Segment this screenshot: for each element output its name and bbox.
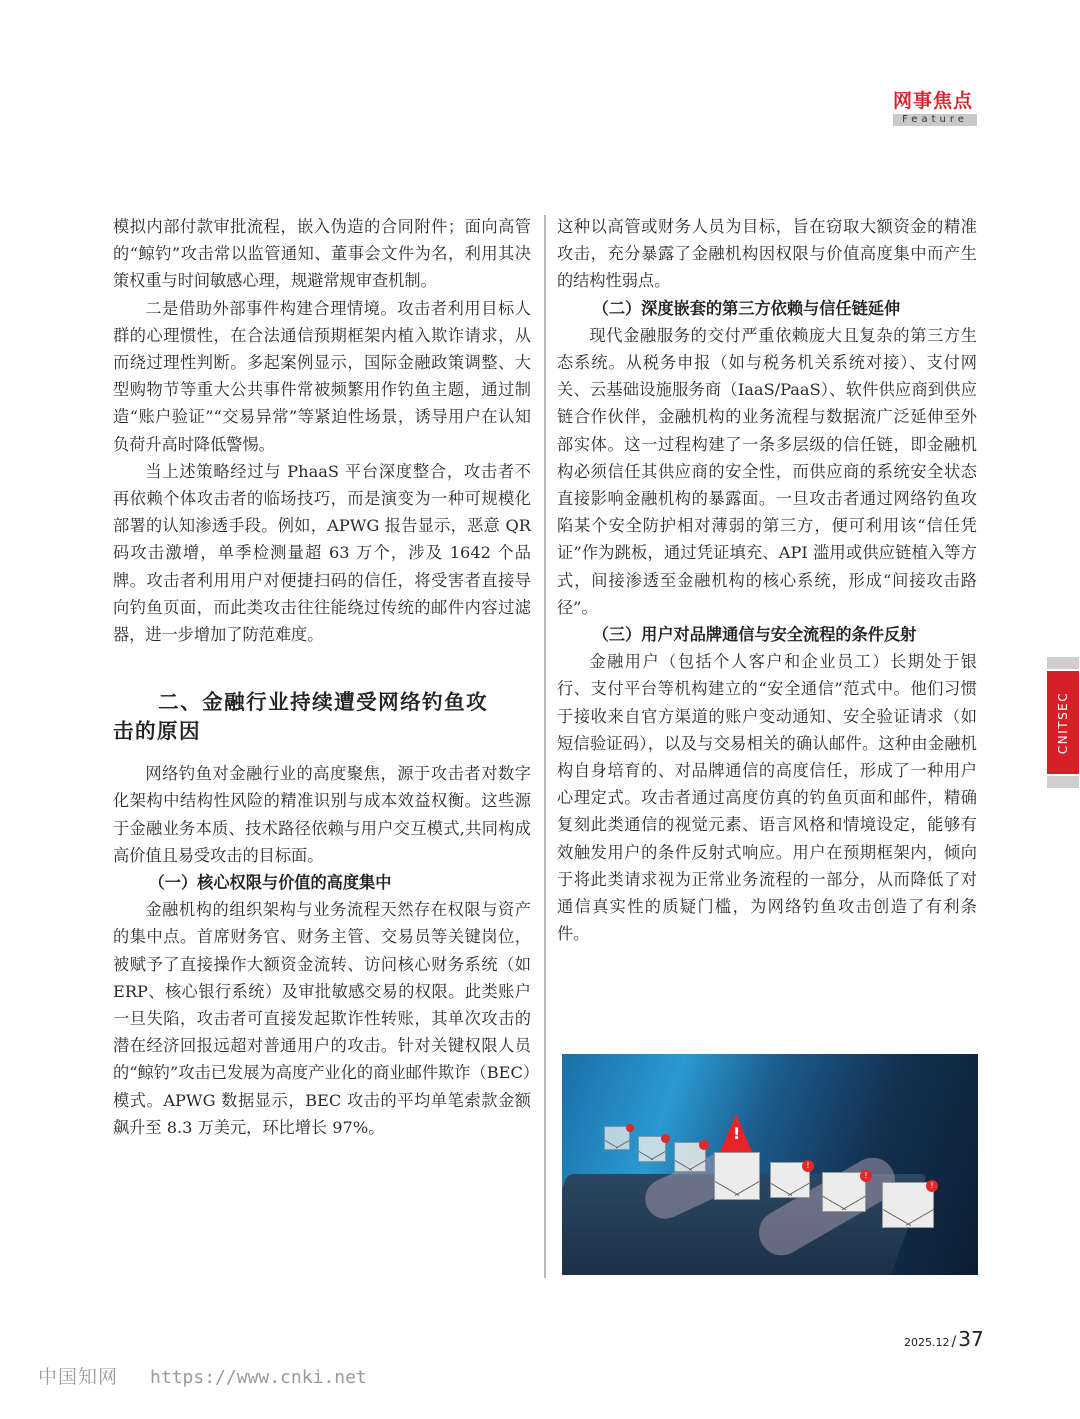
warning-triangle-icon: ! bbox=[720, 1114, 752, 1152]
paragraph: 网络钓鱼对金融行业的高度聚焦，源于攻击者对数字化架构中结构性风险的精准识别与成本效益权衡。这些源于金融业务本质、技术路径依赖与用户交互模式,共同构成高价值且易受攻击的目标面。 bbox=[113, 764, 531, 865]
side-tab bbox=[1047, 657, 1079, 788]
alert-icon: ! bbox=[860, 1170, 872, 1182]
watermark bbox=[38, 1362, 367, 1389]
left-column bbox=[113, 213, 531, 1141]
phishing-email-illustration bbox=[562, 1054, 978, 1275]
subsection-heading: （三）用户对品牌通信与安全流程的条件反射 bbox=[592, 625, 917, 645]
paragraph: 现代金融服务的交付严重依赖庞大且复杂的第三方生态系统。从税务申报（如与税务机关系统对接）、支付网关、云基础设施服务商（IaaS/PaaS）、软件供应商到供应链合作伙伴，金融机构的业务流程与数据流广泛延伸至外部实体。这一过程构建了一条多层级的信任链，即金融机构必须信任其供应商的安全性，而供应商的系统安全状态直接影响金融机构的暴露面。一旦攻击者通过网络钓鱼攻陷某个安全防护相对薄弱的第三方，便可利用该“信任凭证”作为跳板，通过凭证填充、API 滥用或供应链植入等方式，间接渗透至金融机构的核心系统，形成“间接攻击路径”。 bbox=[557, 325, 977, 617]
section-heading-line: 二、金融行业持续遭受网络钓鱼攻 bbox=[158, 690, 489, 715]
right-column bbox=[557, 213, 977, 947]
alert-icon bbox=[699, 1140, 709, 1150]
side-tab-gray-top bbox=[1047, 657, 1079, 669]
paragraph: 二是借助外部事件构建合理情境。攻击者利用目标人群的心理惯性，在合法通信预期框架内植入欺诈请求，从而绕过理性判断。多起案例显示，国际金融政策调整、大型购物节等重大公共事件常被频繁用作钓鱼主题，通过制造“账户验证”“交易异常”等紧迫性场景，诱导用户在认知负荷升高时降低警惕。 bbox=[113, 298, 531, 454]
section-subtitle: Feature bbox=[893, 114, 977, 126]
side-tab-gray-bottom bbox=[1047, 776, 1079, 788]
subsection-heading: （一）核心权限与价值的高度集中 bbox=[148, 873, 392, 893]
folio-separator: / bbox=[951, 1334, 957, 1350]
subsection-heading: （二）深度嵌套的第三方依赖与信任链延伸 bbox=[592, 298, 901, 318]
paragraph: 模拟内部付款审批流程，嵌入伪造的合同附件；面向高管的“鲸钓”攻击常以监管通知、董事会文件为名，利用其决策权重与时间敏感心理，规避常规审查机制。 bbox=[113, 217, 531, 291]
section-header bbox=[893, 90, 979, 126]
column-divider bbox=[544, 215, 546, 1278]
alert-icon: ! bbox=[802, 1160, 814, 1172]
section-title: 网事焦点 bbox=[893, 90, 974, 112]
paragraph: 金融机构的组织架构与业务流程天然存在权限与资产的集中点。首席财务官、财务主管、交易员等关键岗位，被赋予了直接操作大额资金流转、访问核心财务系统（如 ERP、核心银行系统）及审批敏感交易的权限。此类账户一旦失陷，攻击者可直接发起欺诈性转账，其单次攻击的潜在经济回报远超对普通用户的攻击。针对关键权限人员的“鲸钓”攻击已发展为高度产业化的商业邮件欺诈（BEC）模式。APWG 数据显示，BEC 攻击的平均单笔索款金额飙升至 8.3 万美元，环比增长 97%。 bbox=[113, 900, 531, 1137]
paragraph: 金融用户（包括个人客户和企业员工）长期处于银行、支付平台等机构建立的“安全通信”范式中。他们习惯于接收来自官方渠道的账户变动通知、安全验证请求（如短信验证码），以及与交易相关的确认邮件。这种由金融机构自身培育的、对品牌通信的高度信任，形成了一种用户心理定式。攻击者通过高度仿真的钓鱼页面和邮件，精确复刻此类通信的视觉元素、语言风格和情境设定，能够有效触发用户的条件反射式响应。用户在预期框架内，倾向于将此类请求视为正常业务流程的一部分，从而降低了对通信真实性的质疑门槛，为网络钓鱼攻击创造了有利条件。 bbox=[557, 652, 977, 944]
paragraph: 当上述策略经过与 PhaaS 平台深度整合，攻击者不再依赖个体攻击者的临场技巧，而是演变为一种可规模化部署的认知渗透手段。例如，APWG 报告显示，恶意 QR 码攻击激增，单季检测量超 63 万个，涉及 1642 个品牌。攻击者利用用户对便捷扫码的信任，将受害者直接导向钓鱼页面，而此类攻击往往能绕过传统的邮件内容过滤器，进一步增加了防范难度。 bbox=[113, 461, 531, 645]
page-number: 37 bbox=[958, 1327, 984, 1351]
alert-icon bbox=[626, 1124, 634, 1132]
page-folio bbox=[904, 1327, 984, 1351]
section-heading bbox=[113, 688, 531, 746]
paragraph: 这种以高管或财务人员为目标，旨在窃取大额资金的精准攻击，充分暴露了金融机构因权限与价值高度集中而产生的结构性弱点。 bbox=[557, 217, 977, 291]
section-heading-line: 击的原因 bbox=[113, 719, 201, 744]
alert-icon: ! bbox=[926, 1180, 938, 1192]
side-tab-red bbox=[1047, 671, 1079, 774]
watermark-name: 中国知网 bbox=[38, 1366, 119, 1388]
alert-icon bbox=[661, 1134, 670, 1143]
side-tab-label: CNITSEC bbox=[1056, 691, 1070, 754]
open-envelope-icon bbox=[714, 1152, 760, 1200]
watermark-url: https://www.cnki.net bbox=[150, 1367, 367, 1388]
issue-date: 2025.12 bbox=[904, 1336, 950, 1349]
